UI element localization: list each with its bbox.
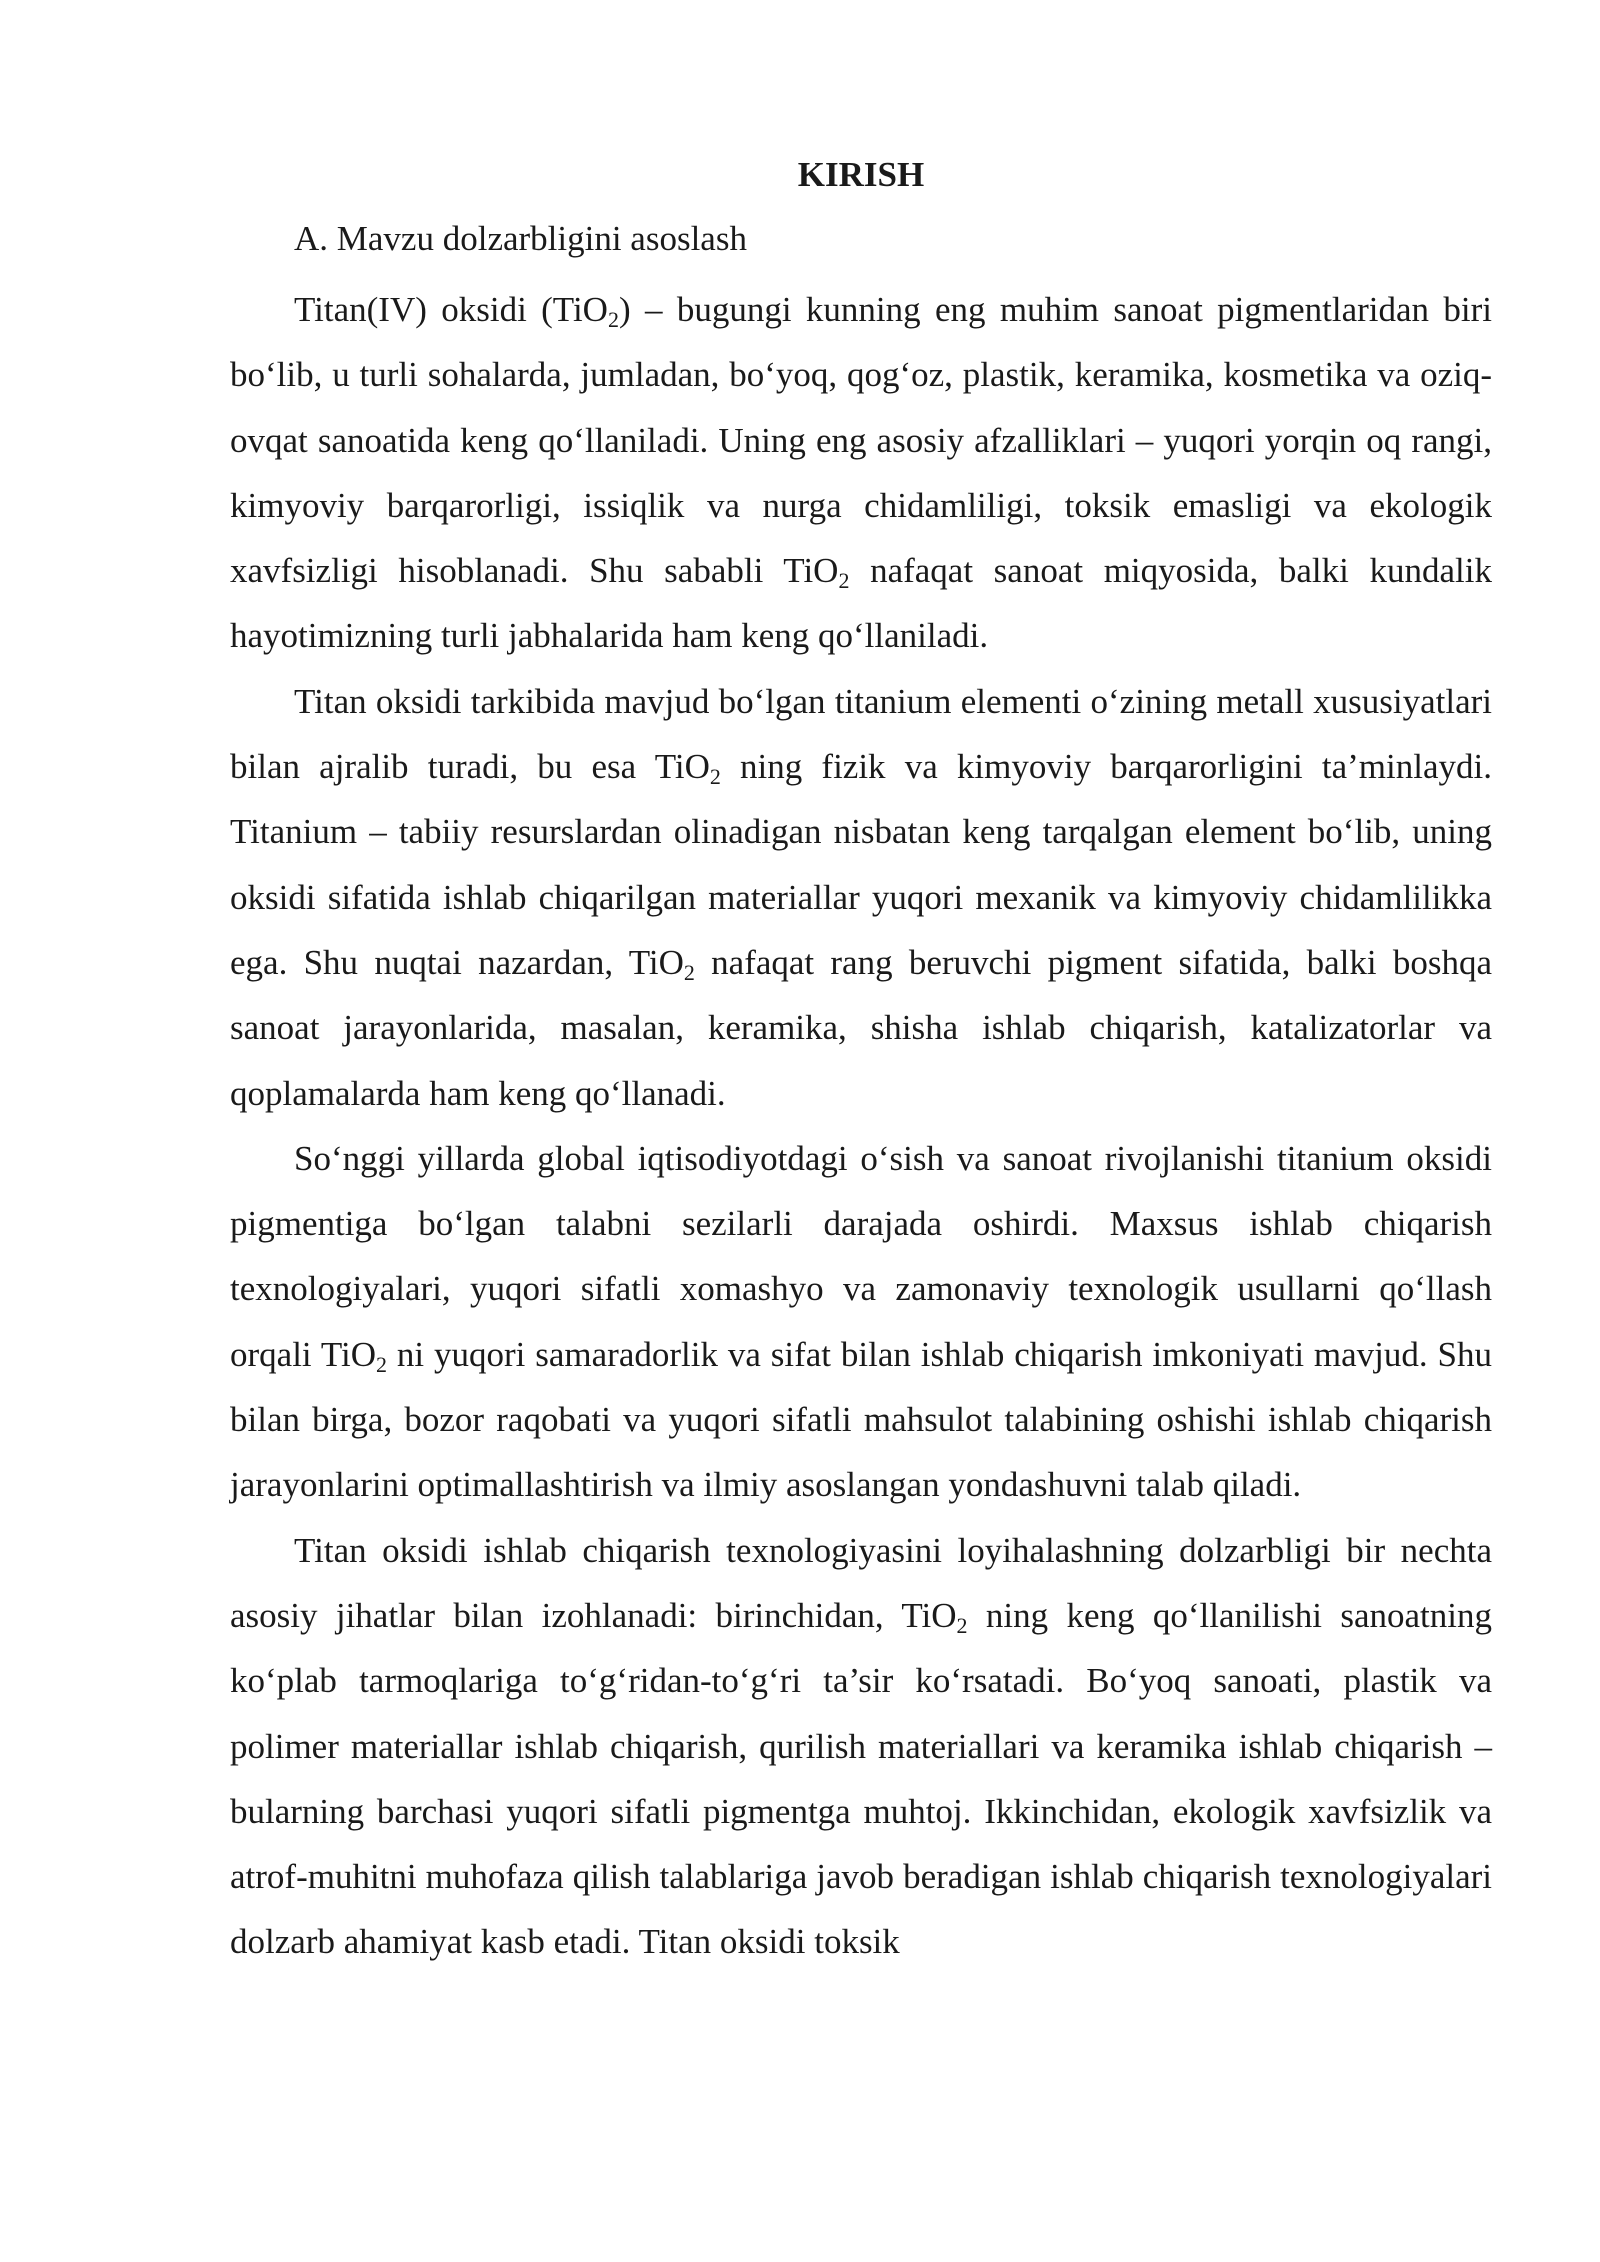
paragraph-3	[230, 1126, 1492, 1518]
text-run: Titan oksidi ishlab chiqarish texnologiyasini loyihalashning dolzarbligi bir nechta asosiy jihatlar bilan izohlanadi: birinchidan, TiO	[230, 1530, 1492, 1635]
subscript: 2	[956, 1612, 968, 1638]
paragraph-1	[230, 277, 1492, 669]
subscript: 2	[709, 764, 721, 790]
text-run: So‘nggi yillarda global iqtisodiyotdagi o‘sish va sanoat rivojlanishi titanium oksidi pigmentiga bo‘lgan talabni sezilarli darajada oshirdi. Maxsus ishlab chiqarish texnologiyalari, yuqori sifatli xomashyo va zamonaviy texnologik usullarni qo‘llash orqali TiO	[230, 1138, 1492, 1374]
text-run: ning keng qo‘llanilishi sanoatning ko‘plab tarmoqlariga to‘g‘ridan-to‘g‘ri ta’sir ko‘rsatadi. Bo‘yoq sanoati, plastik va polimer materiallar ishlab chiqarish, qurilish materiallari va keramika ishlab chiqarish – bularning barchasi yuqori sifatli pigmentga muhtoj. Ikkinchidan, ekologik xavfsizlik va atrof-muhitni muhofaza qilish talablariga javob beradigan ishlab chiqarish texnologiyalari dolzarb ahamiyat kasb etadi. Titan oksidi toksik	[230, 1595, 1492, 1962]
subscript: 2	[607, 307, 619, 332]
text-run: nafaqat rang beruvchi pigment sifatida, balki boshqa sanoat jarayonlarida, masalan, keramika, shisha ishlab chiqarish, katalizatorlar va qoplamalarda ham keng qo‘llanadi.	[230, 942, 1492, 1113]
text-run: Titan(IV) oksidi (TiO	[294, 290, 608, 329]
subscript: 2	[838, 568, 850, 594]
text-run: nafaqat sanoat miqyosida, balki kundalik hayotimizning turli jabhalarida ham keng qo‘llaniladi.	[230, 551, 1492, 656]
text-run: ni yuqori samaradorlik va sifat bilan ishlab chiqarish imkoniyati mavjud. Shu bilan birga, bozor raqobati va yuqori sifatli mahsulot talabining oshishi ishlab chiqarish jarayonlarini optimallashtirish va ilmiy asoslangan yondashuvni talab qiladi.	[230, 1334, 1492, 1505]
subsection-heading: A. Mavzu dolzarbligini asoslash	[294, 219, 747, 258]
subscript: 2	[376, 1351, 388, 1377]
text-run: Titan oksidi tarkibida mavjud bo‘lgan titanium elementi o‘zining metall xususiyatlari bilan ajralib turadi, bu esa TiO	[230, 681, 1492, 787]
text-run: ) – bugungi kunning eng muhim sanoat pigmentlaridan biri bo‘lib, u turli sohalarda, jumladan, bo‘yoq, qog‘oz, plastik, keramika, kosmetika va oziq-ovqat sanoatida keng qo‘llaniladi. Uning eng asosiy afzalliklari – yuqori yorqin oq rangi, kimyoviy barqarorligi, issiqlik va nurga chidamliligi, toksik emasligi va ekologik xavfsizligi hisoblanadi. Shu sababli TiO	[230, 290, 1492, 591]
paragraph-2	[230, 669, 1492, 1126]
section-heading: KIRISH	[797, 155, 925, 194]
subscript: 2	[683, 959, 695, 985]
text-run: ning fizik va kimyoviy barqarorligini ta’minlaydi. Titanium – tabiiy resurslardan olinadigan nisbatan keng tarqalgan element bo‘lib, uning oksidi sifatida ishlab chiqarilgan materiallar yuqori mexanik va kimyoviy chidamlilikka ega. Shu nuqtai nazardan, TiO	[230, 747, 1492, 982]
paragraph-4	[230, 1518, 1492, 1975]
document-body	[230, 148, 1492, 1975]
